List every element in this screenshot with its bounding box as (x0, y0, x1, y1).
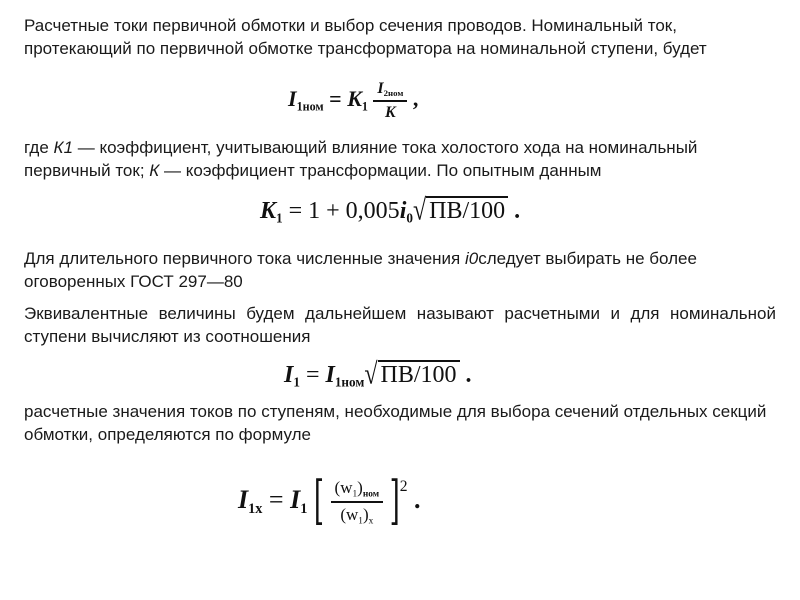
formula-i1x: $I_{1x} = I_1$ [ $\frac{(w_1)_{ном}}{(w_1)_x}$ ]$^2$ . (238, 472, 421, 533)
paragraph-k1-definition: где К1 — коэффициент, учитывающий влияние тока холостого хода на номинальный первичный ток; К — коэффициент трансформации. По опытным данным (24, 138, 698, 180)
right-bracket: ] (389, 472, 400, 533)
paragraph-i0-values: Для длительного первичного тока численные значения i0следует выбирать не более оговоренных ГОСТ 297—80 (24, 249, 697, 291)
formula-k1: $K_1 = 1 + 0,005i_0√$ ПВ/100 . (260, 194, 521, 228)
fraction-w1-ratio: $\frac{(w_1)_{ном}}{(w_1)_x}$ (331, 478, 384, 527)
left-bracket: [ (313, 472, 325, 533)
paragraph-intro: Расчетные токи первичной обмотки и выбор сечения проводов. Номинальный ток, протекающий по первичной обмотке трансформатора на номинальной ступени, будет (24, 16, 707, 58)
paragraph-equivalent: Эквивалентные величины будем дальнейшем называют расчетными и для номинальной ступени вычисляют из соотношения (24, 304, 776, 346)
fraction-i2-over-k: $\frac{I_{2ном}}{K}$ (373, 80, 407, 122)
formula-i1: $I_1 = I_{1ном}√$ ПВ/100 . (284, 358, 472, 392)
paragraph-stage-currents: расчетные значения токов по ступеням, необходимые для выбора сечений отдельных секций обмотки, определяются по формуле (24, 402, 767, 444)
sqrt-pv-100: √ ПВ/100 (413, 196, 508, 225)
sqrt-pv-100-second: √ ПВ/100 (364, 360, 459, 389)
formula-nominal-current: $I_{1ном} = K_1$ $\frac{I_{2ном}}{K}$ , (288, 80, 419, 122)
